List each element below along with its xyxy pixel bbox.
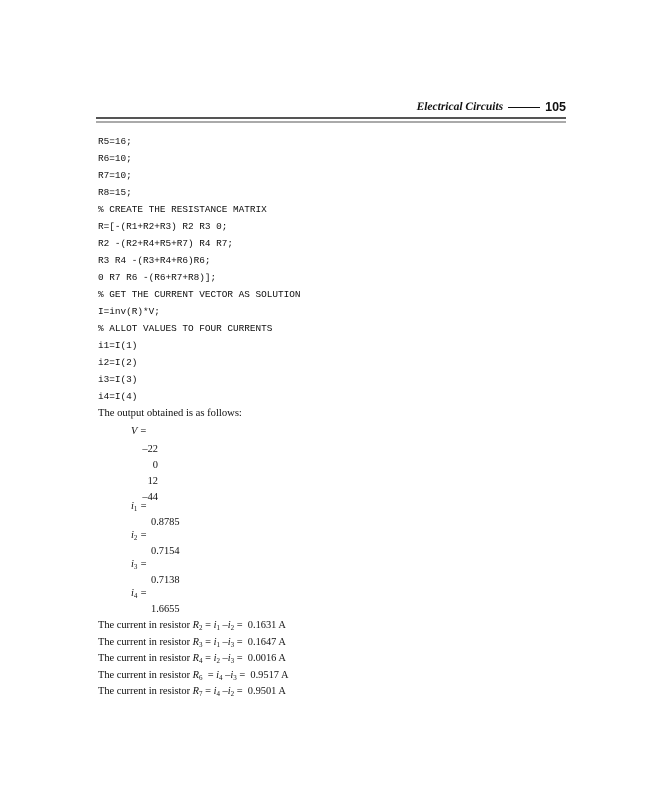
chapter-title: Electrical Circuits bbox=[416, 101, 504, 113]
code-comment: % ALLOT VALUES TO FOUR CURRENTS bbox=[98, 323, 273, 334]
output-v-value: 0 bbox=[152, 460, 158, 471]
code-line: i3=I(3) bbox=[98, 374, 138, 385]
header-dash bbox=[508, 107, 540, 108]
code-line: R=[-(R1+R2+R3) R2 R3 0; bbox=[98, 221, 228, 232]
matlab-code-block bbox=[98, 133, 301, 405]
code-line: R5=16; bbox=[98, 136, 132, 147]
output-i1-label: $i_1$ = bbox=[131, 501, 147, 513]
code-comment: % CREATE THE RESISTANCE MATRIX bbox=[98, 204, 267, 215]
output-v-value: 12 bbox=[147, 476, 158, 487]
code-line: i1=I(1) bbox=[98, 340, 138, 351]
result-line: The current in resistor $R_2 = i_1$ $-i_2 = 0.1631$ A bbox=[98, 620, 286, 632]
running-header bbox=[96, 99, 566, 115]
code-line: R3 R4 -(R3+R4+R6)R6; bbox=[98, 255, 211, 266]
header-rule-light bbox=[96, 121, 566, 123]
output-i3-label: $i_3$ = bbox=[131, 559, 147, 571]
page-number: 105 bbox=[545, 100, 566, 114]
code-line: I=inv(R)*V; bbox=[98, 306, 160, 317]
output-i2-label: $i_2$ = bbox=[131, 530, 147, 542]
output-i4-value: 1.6655 bbox=[151, 604, 180, 615]
code-line: R8=15; bbox=[98, 187, 132, 198]
code-line: 0 R7 R6 -(R6+R7+R8)]; bbox=[98, 272, 217, 283]
result-line: The current in resistor $R_6 = i_4$ $-i_3 = 0.9517$ A bbox=[98, 669, 289, 682]
output-i4-label: $i_4$ = bbox=[131, 588, 147, 600]
result-line: The current in resistor $R_3 = i_1$ $-i_3 = 0.1647$ A bbox=[98, 636, 286, 649]
code-line: i4=I(4) bbox=[98, 391, 138, 402]
current-results bbox=[98, 618, 289, 701]
code-line: i2=I(2) bbox=[98, 357, 138, 368]
code-line: R6=10; bbox=[98, 153, 132, 164]
output-v-value: –22 bbox=[142, 444, 158, 455]
code-line: R7=10; bbox=[98, 170, 132, 181]
output-intro: The output obtained is as follows: bbox=[98, 408, 242, 419]
output-i1-value: 0.8785 bbox=[151, 517, 180, 528]
header-rule-dark bbox=[96, 117, 566, 119]
code-line: R2 -(R2+R4+R5+R7) R4 R7; bbox=[98, 238, 234, 249]
output-i3-value: 0.7138 bbox=[151, 575, 180, 586]
output-i2-value: 0.7154 bbox=[151, 546, 180, 557]
result-line: The current in resistor $R_7 = i_4$ $-i_2 = 0.9501$ A bbox=[98, 686, 286, 698]
result-line: The current in resistor $R_4 = i_2$ $-i_3 = 0.0016$ A bbox=[98, 653, 286, 665]
output-v-label: V = bbox=[131, 426, 147, 437]
output-v-value: –44 bbox=[142, 492, 158, 503]
code-comment: % GET THE CURRENT VECTOR AS SOLUTION bbox=[98, 289, 301, 300]
